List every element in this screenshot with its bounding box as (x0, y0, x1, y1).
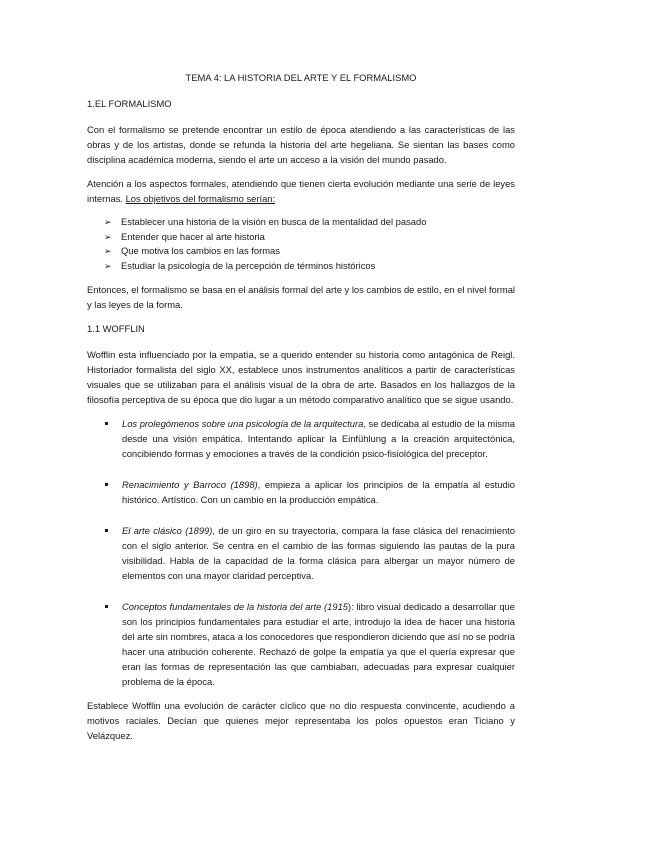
work-description: , de un giro en su trayectoria, compara la fase clásica del renacimiento con el siglo anterior. Se centra en el cambio de las formas siguiendo las pautas de la pura visibilidad. Habla de la capacidad de la forma clásica para albergar un mayor número de elementos con una mayor claridad perceptiva. (122, 525, 515, 582)
paragraph-wofflin-intro: Wofflin esta influenciado por la empatía, se a querido entender su historia como antagónica de Reigl. Historiador formalista del siglo XX, establece unos instrumentos analíticos a partir de características visuales que se utilizaban para el análisis visual de la obra de arte. Basados en los hallazgos de la filosofía perceptiva de su época que dio lugar a un método comparativo analítico que se sigue usando. (87, 349, 515, 406)
list-item (105, 477, 515, 507)
list-item (105, 416, 515, 461)
arrow-bullet-icon: ➢ (104, 260, 112, 271)
list-item (105, 523, 515, 583)
arrow-bullet-icon: ➢ (104, 231, 112, 242)
objectives-lead-underlined: Los objetivos del formalismo serían: (125, 193, 276, 204)
section-heading-formalismo: 1.EL FORMALISMO (87, 98, 172, 109)
arrow-bullet-icon: ➢ (104, 217, 112, 227)
work-description: , se dedicaba al estudio de la misma desde una visión empática. Intentando aplicar la Einfühlung a la creación arquitectónica, concibiendo formas y emociones a través de la condición psico-fisiológica del preceptor. (122, 418, 515, 460)
work-title: Conceptos fundamentales de la historia del arte (1915 (122, 601, 349, 613)
works-list (87, 416, 515, 689)
arrow-bullet-icon: ➢ (104, 246, 112, 257)
work-description: ): libro visual dedicado a desarrollar que son los principios fundamentales para estudiar el arte, introdujo la idea de hacer una historia del arte sin nombres, ataca a los conocedores que respondieron diciendo que así no se podría hacer una atribución coherente. Rechazó de golpe la empatía ya que el quería expresar que eran las formas de representación las que cambiaban, adecuadas para expresar cualquier problema de la época. (122, 601, 515, 688)
paragraph-text: Atención a los aspectos formales, atendiendo que tienen cierta evolución mediante una serie de leyes internas. (87, 178, 515, 204)
paragraph-wofflin-conclusion: Establece Wofflin una evolución de carácter cíclico que no dio respuesta convincente, acudiendo a motivos raciales. Decían que quienes mejor representaba los polos opuestos eran Ticiano y Velázquez. (87, 700, 515, 742)
section-heading-wofflin: 1.1 WOFFLIN (87, 323, 145, 335)
square-bullet-icon (105, 529, 108, 532)
list-item: ➢ Que motiva los cambios en las formas (104, 244, 515, 259)
list-item (105, 599, 515, 689)
work-description: , empieza a aplicar los principios de la empatía al estudio histórico. Artístico. Con un cambio en la producción empática. (122, 479, 516, 506)
list-item: ➢ Establecer una historia de la visión en busca de la mentalidad del pasado (104, 215, 515, 230)
square-bullet-icon (105, 605, 108, 608)
objectives-list (87, 215, 515, 273)
work-title: Los prolegómenos sobre una psicología de la arquitectura (122, 418, 364, 430)
work-title: El arte clásico (1899) (122, 525, 213, 537)
square-bullet-icon (105, 483, 108, 486)
work-title: Renacimiento y Barroco (1898) (122, 479, 258, 491)
paragraph-aspectos-formales (87, 176, 515, 206)
paragraph-formalismo-intro: Con el formalismo se pretende encontrar un estilo de época atendiendo a las características de las obras y de los artistas, donde se refunda la historia del arte hegeliana. Se sientan las bases como disciplina académica moderna, siendo el arte un acceso a la visión del mundo pasado. (87, 124, 515, 165)
list-item: ➢ Entender que hacer al arte historia (104, 230, 515, 245)
paragraph-formalismo-summary: Entonces, el formalismo se basa en el análisis formal del arte y los cambios de estilo, en el nivel formal y las leyes de la forma. (87, 284, 515, 311)
square-bullet-icon (105, 422, 108, 425)
document-title: TEMA 4: LA HISTORIA DEL ARTE Y EL FORMALISMO (185, 72, 417, 83)
list-item: ➢ Estudiar la psicología de la percepción de términos históricos (104, 259, 515, 274)
